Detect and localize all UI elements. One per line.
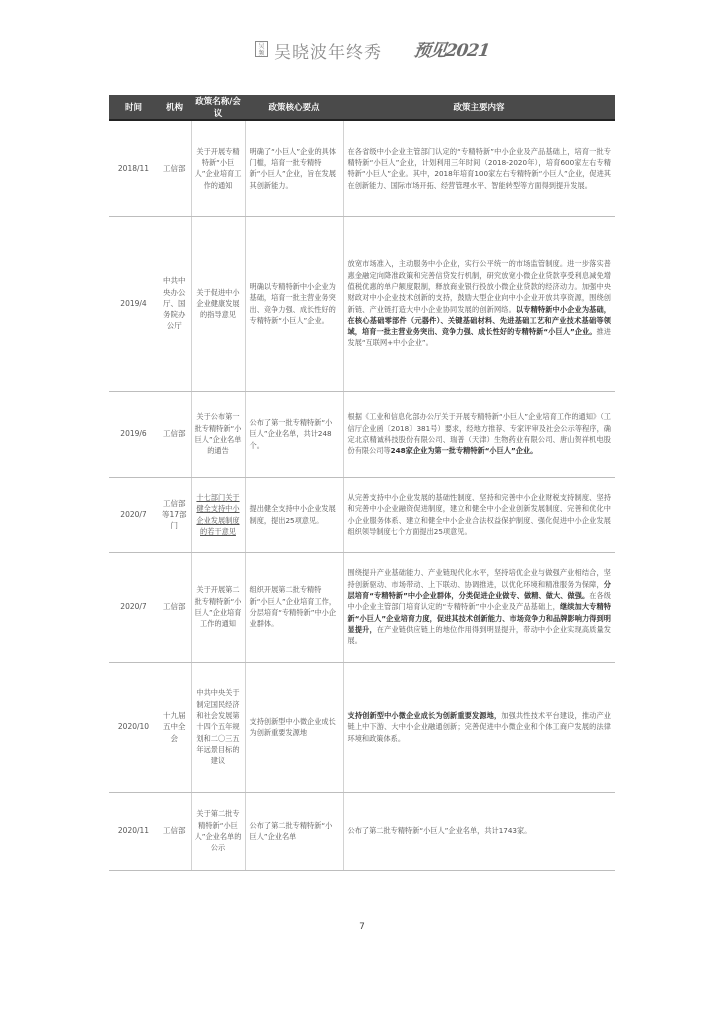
cell-policy-name: 关于开展第二批专精特新“小巨人”企业培育工作的通知 (191, 552, 245, 662)
content-bold-segment: 248家企业为第一批专精特新“小巨人”企业。 (390, 446, 538, 456)
cell-core-points: 组织开展第二批专精特新“小巨人”企业培育工作，分层培育“专精特新”中小企业群体。 (245, 552, 343, 662)
content-bold-segment: 继续加大专精特新“小巨人”企业培育力度，促进其技术创新能力、市场竞争力和品牌影响力得到明显提升， (347, 602, 611, 634)
table-row (109, 662, 615, 792)
cell-org: 工信部等17部门 (158, 477, 191, 552)
cell-policy-name: 中共中央关于制定国民经济和社会发展第十四个五年规划和二〇三五年远景目标的建议 (191, 662, 245, 792)
table-row (109, 391, 615, 477)
cell-core-points: 提出健全支持中小企业发展制度，提出25项意见。 (245, 477, 343, 552)
cell-time: 2020/7 (109, 477, 158, 552)
content-segment: 公布了第二批专精特新“小巨人”企业名单，共计1743家。 (347, 826, 532, 836)
table-row (109, 120, 615, 216)
cell-core-points: 公布了第二批专精特新“小巨人”企业名单 (245, 792, 343, 870)
cell-policy-name: 关于促进中小企业健康发展的指导意见 (191, 216, 245, 391)
content-segment: 从完善支持中小企业发展的基础性制度、坚持和完善中小企业财税支持制度、坚持和完善中小企业融资促进制度，建立和健全中小企业创新发展制度、完善和优化中小企业服务体系、建立和健全中小企业合法权益保护制度、强化促进中小企业发展组织领导制度七个方面提出25项意见。 (347, 492, 611, 536)
content-bold-segment: 支持创新型中小微企业成长为创新重要发源地， (347, 711, 502, 721)
policy-table (109, 95, 615, 871)
table-row (109, 552, 615, 662)
cell-main-content (343, 477, 615, 552)
cell-org: 工信部 (158, 120, 191, 216)
cell-org: 工信部 (158, 391, 191, 477)
column-header-core-points: 政策核心要点 (245, 95, 343, 120)
cell-policy-name: 关于开展专精特新“小巨人”企业培育工作的通知 (191, 120, 245, 216)
content-segment: 在各级中小企业主管部门培育认定的“专精特新”中小企业及产品基础上， (347, 591, 611, 612)
header-title: 吴晓波年终秀 (274, 43, 382, 63)
table-header-row (109, 95, 615, 120)
channel-logo: 吴 频 (255, 41, 268, 57)
policy-name-text: 关于健全支持中小企业发展制度的若干意见 (196, 492, 240, 536)
cell-core-points: 明确以专精特新中小企业为基础，培育一批主营业务突出、竞争力强、成长性好的专精特新“小巨人”企业。 (245, 216, 343, 391)
cell-main-content (343, 662, 615, 792)
column-header-policy-name: 政策名称/会议 (191, 95, 245, 120)
cell-time: 2018/11 (109, 120, 158, 216)
content-segment: 放宽市场准入，主动服务中小企业，实行公平统一的市场监管制度。进一步落实普惠金融定向降准政策和完善信贷发行机制，研究放宽小微企业贷款享受利息减免增值税优惠的单户额度限制，释放商业银行投放小微企业贷款的经济动力。加强中央财政对中小企业技术创新的支持，鼓励大型企业向中小企业开放共享资源，围绕创新链、产业链打造大中小企业协同发展的创新网络。 (347, 259, 611, 314)
column-header-main-content: 政策主要内容 (343, 95, 615, 120)
content-bold-segment: 分层培育“专精特新”中小企业群体，分类促进企业做专、做精、做大、做强。 (347, 579, 611, 601)
cell-time: 2020/7 (109, 552, 158, 662)
table-row (109, 216, 615, 391)
cell-time: 2020/10 (109, 662, 158, 792)
cell-policy-name (191, 477, 245, 552)
cell-org: 工信部 (158, 552, 191, 662)
cell-main-content (343, 391, 615, 477)
column-header-org: 机构 (158, 95, 191, 120)
content-segment: 加强共性技术平台建设，推动产业链上中下游、大中小企业融通创新；完善促进中小微企业和个体工商户发展的法律环境和政策体系。 (347, 711, 611, 743)
cell-main-content (343, 552, 615, 662)
cell-main-content (343, 216, 615, 391)
policy-name-prefix: 十七部门 (196, 492, 226, 502)
column-header-time: 时间 (109, 95, 158, 120)
content-segment: 根据《工业和信息化部办公厅关于开展专精特新“小巨人”企业培育工作的通知》（工信厅企业函〔2018〕381号）要求，经地方推荐、专家评审及社会公示等程序，确定北京精诚科技股份有限公司、瑞普（天津）生物药业有限公司、唐山贺祥机电股份有限公司等 (347, 412, 611, 456)
content-segment: 围绕提升产业基础能力、产业链现代化水平，坚持培优企业与做强产业相结合，坚持创新驱动、市场带动、上下联动、协调推进，以优化环境和精准服务为保障， (347, 568, 611, 589)
cell-time: 2019/6 (109, 391, 158, 477)
cell-org: 工信部 (158, 792, 191, 870)
cell-policy-name: 关于第二批专精特新“小巨人”企业名单的公示 (191, 792, 245, 870)
cell-org: 十九届五中全会 (158, 662, 191, 792)
cell-time: 2020/11 (109, 792, 158, 870)
cell-core-points: 明确了“小巨人”企业的具体门槛，培育一批专精特新“小巨人”企业，旨在发展其创新能力。 (245, 120, 343, 216)
cell-policy-name: 关于公布第一批专精特新“小巨人”企业名单的通告 (191, 391, 245, 477)
cell-main-content (343, 120, 615, 216)
page-header (0, 34, 724, 64)
content-segment: 在各省级中小企业主管部门认定的“专精特新”中小企业及产品基础上，培育一批专精特新“小巨人”企业，计划利用三年时间（2018-2020年），培育600家左右专精特新“小巨人”企业。其中，2018年培育100家左右专精特新“小巨人”企业，促进其在创新能力、国际市场开拓、经营管理水平、智能转型等方面得到提升发展。 (347, 146, 611, 190)
cell-core-points: 支持创新型中小微企业成长为创新重要发源地 (245, 662, 343, 792)
cell-core-points: 公布了第一批专精特新“小巨人”企业名单，共计248个。 (245, 391, 343, 477)
cell-org: 中共中央办公厅、国务院办公厅 (158, 216, 191, 391)
content-segment: 在产业链供应链上的地位作用得到明显提升，带动中小企业实现高质量发展。 (347, 624, 611, 646)
table-row (109, 477, 615, 552)
content-segment: 推进发展“互联网+中小企业”。 (347, 327, 611, 348)
header-brand-logo: 预见2021 (412, 41, 491, 61)
cell-time: 2019/4 (109, 216, 158, 391)
table-row (109, 792, 615, 870)
content-bold-segment: 以专精特新中小企业为基础，在核心基础零部件（元器件）、关键基础材料、先进基础工艺和产业技术基础等领域，培育一批主营业务突出、竞争力强、成长性好的专精特新“小巨人”企业。 (347, 304, 611, 337)
page-number: 7 (359, 922, 365, 932)
cell-main-content (343, 792, 615, 870)
